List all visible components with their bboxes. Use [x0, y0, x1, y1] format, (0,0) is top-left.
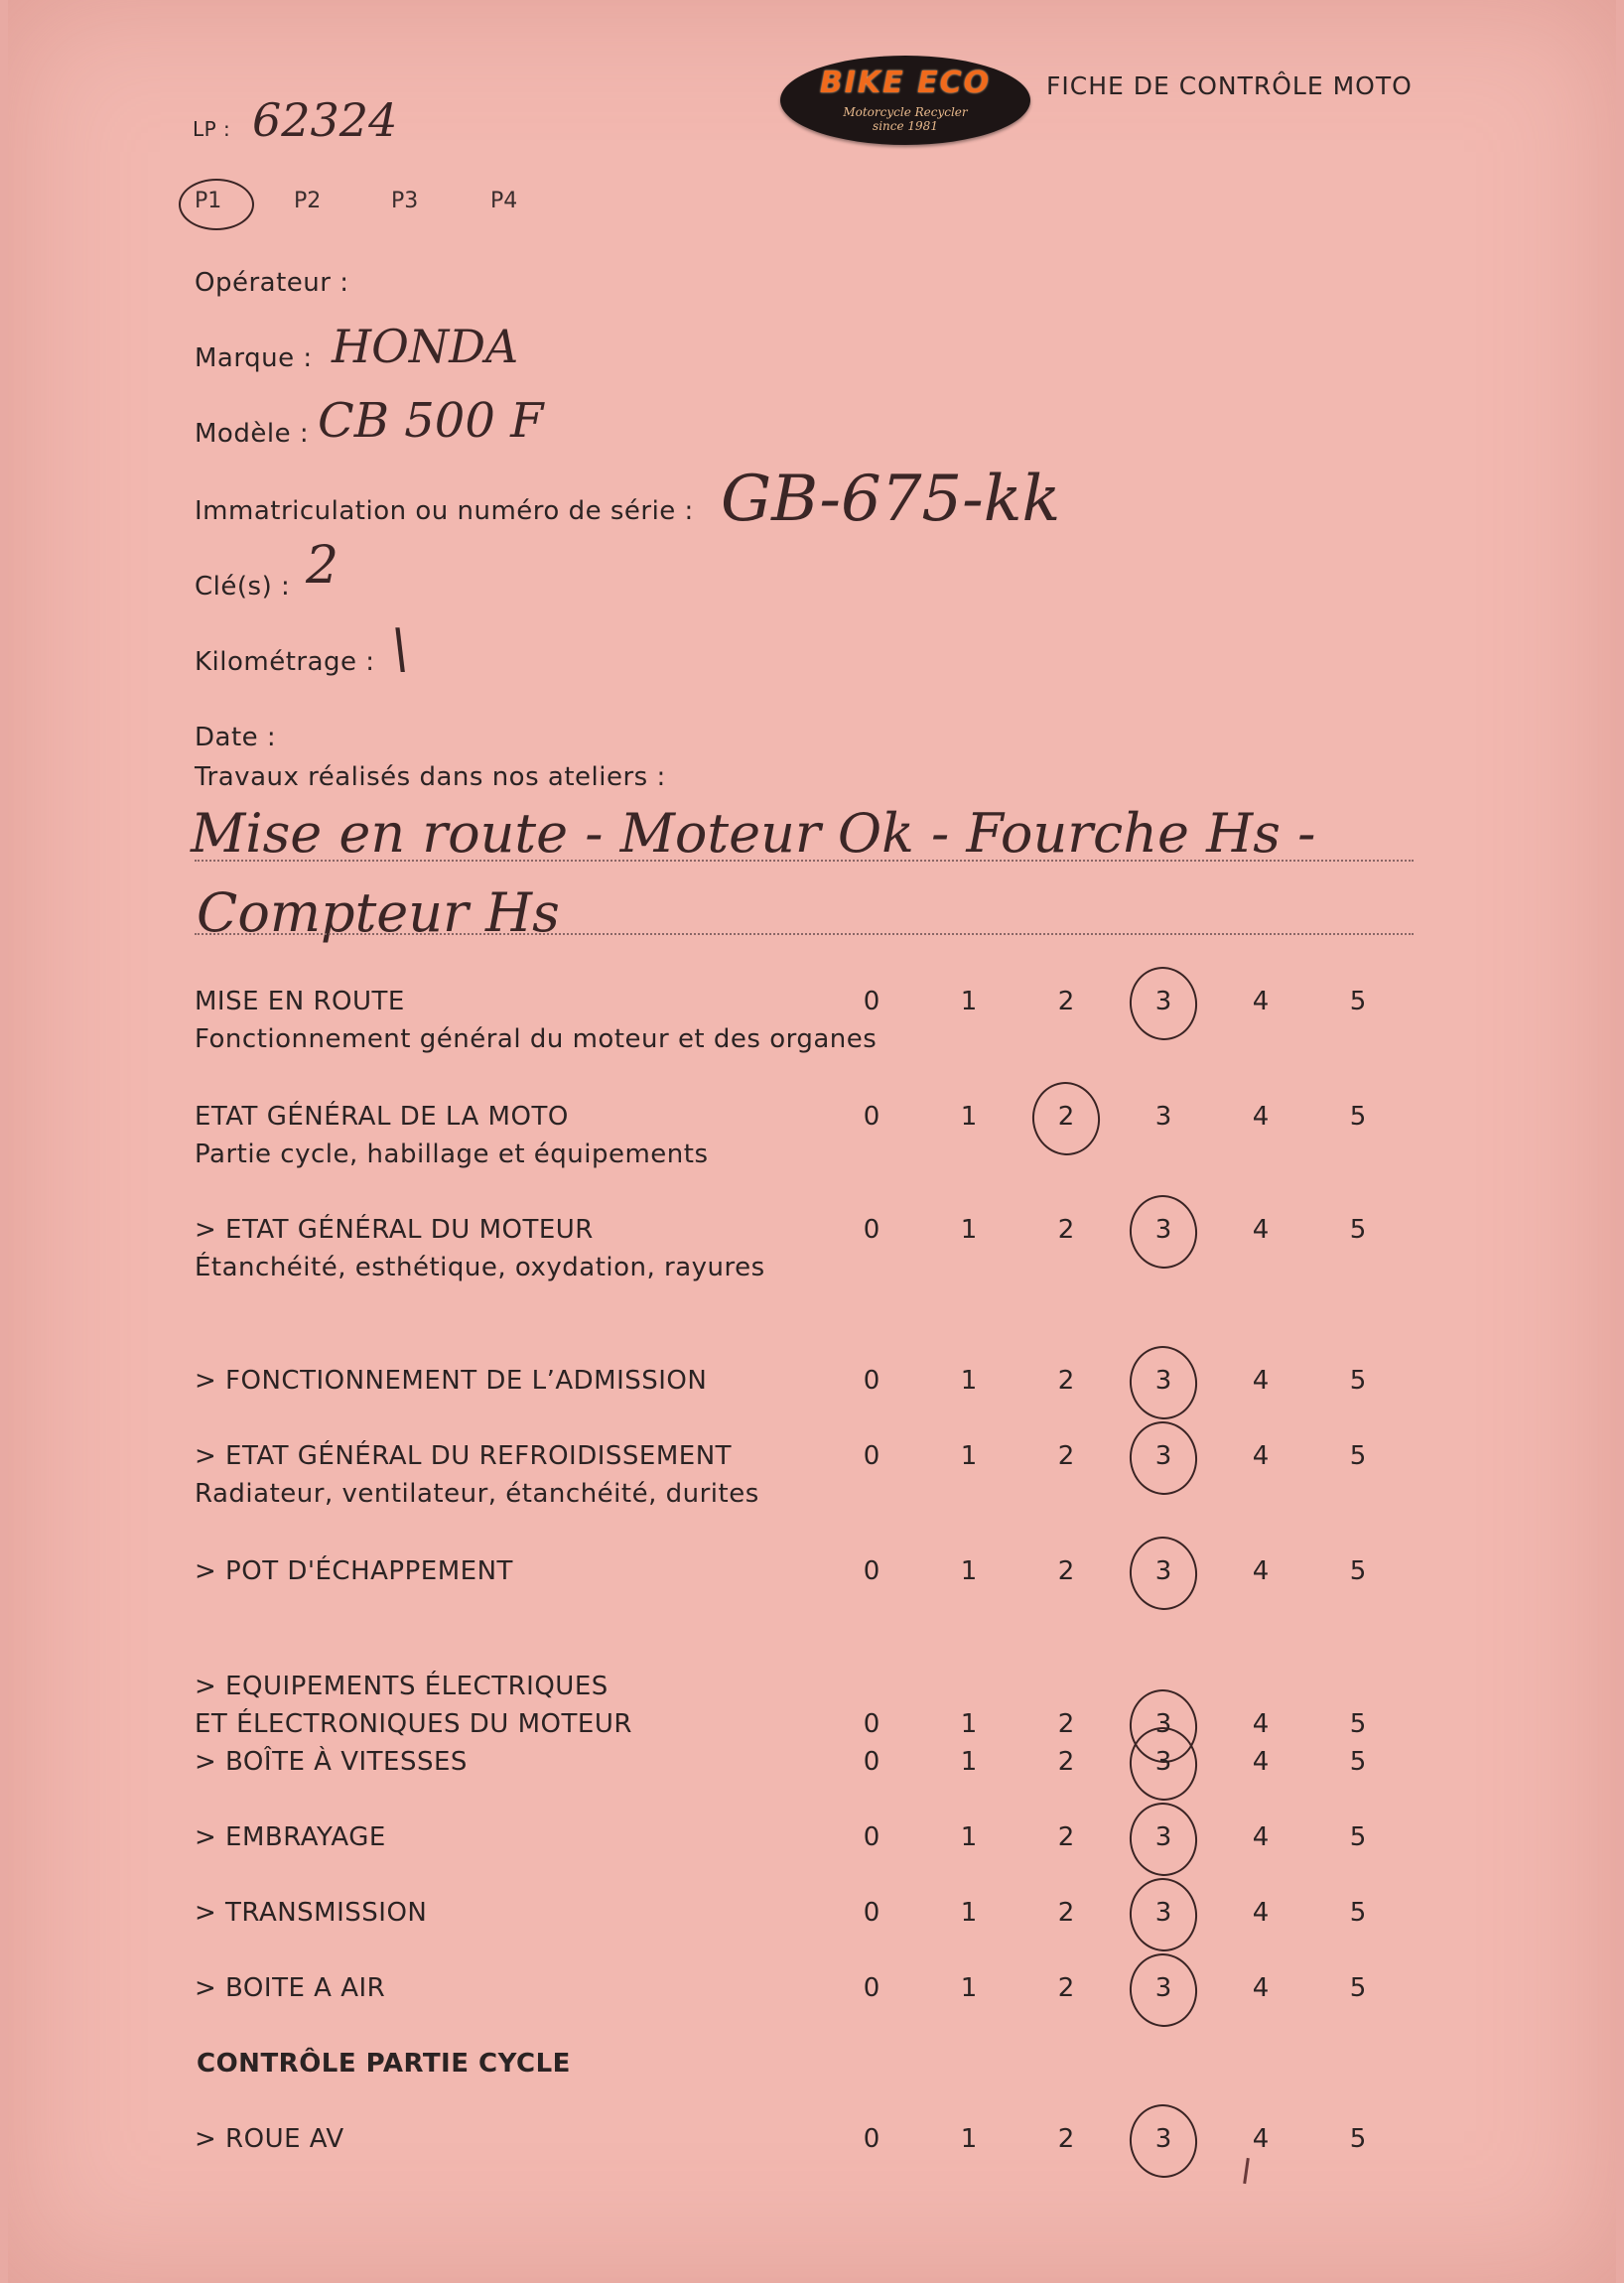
p-option-2[interactable]: P2: [294, 189, 322, 213]
rating-selected-ring-8: [1125, 1799, 1202, 1881]
rating-score-9-2[interactable]: 2: [1057, 1898, 1075, 1928]
rating-score-6-3[interactable]: 3: [1154, 1709, 1172, 1739]
rating-score-4-0[interactable]: 0: [863, 1441, 880, 1471]
rating-selected-ring-10: [1125, 1949, 1202, 2032]
cycle-rating-selected-ring-0: [1125, 2100, 1202, 2183]
logo-subtitle: [780, 105, 1030, 133]
rating-score-2-0[interactable]: 0: [863, 1215, 880, 1245]
rating-score-9-0[interactable]: 0: [863, 1898, 880, 1928]
pen-mark: [1243, 2158, 1250, 2184]
travaux-line-1: Mise en route - Moteur Ok - Fourche Hs -: [191, 802, 1316, 865]
rating-score-8-0[interactable]: 0: [863, 1822, 880, 1852]
rating-subtitle-0: Fonctionnement général du moteur et des organes: [195, 1024, 878, 1054]
rating-title-0: MISE EN ROUTE: [195, 987, 405, 1016]
rating-score-3-1[interactable]: 1: [960, 1366, 978, 1396]
rating-score-0-4[interactable]: 4: [1252, 987, 1270, 1016]
marque-label: Marque :: [195, 343, 313, 373]
rating-score-3-2[interactable]: 2: [1057, 1366, 1075, 1396]
rating-score-10-1[interactable]: 1: [960, 1973, 978, 2003]
rating-title-9: > TRANSMISSION: [195, 1898, 428, 1928]
rating-score-10-5[interactable]: 5: [1349, 1973, 1367, 2003]
rating-score-4-5[interactable]: 5: [1349, 1441, 1367, 1471]
rating-score-4-2[interactable]: 2: [1057, 1441, 1075, 1471]
rating-score-6-5[interactable]: 5: [1349, 1709, 1367, 1739]
modele-value: CB 500 F: [318, 393, 544, 449]
cycle-rating-score-0-1[interactable]: 1: [960, 2124, 978, 2154]
rating-score-10-2[interactable]: 2: [1057, 1973, 1075, 2003]
rating-score-7-5[interactable]: 5: [1349, 1747, 1367, 1777]
rating-score-3-0[interactable]: 0: [863, 1366, 880, 1396]
rating-score-3-4[interactable]: 4: [1252, 1366, 1270, 1396]
rating-score-6-0[interactable]: 0: [863, 1709, 880, 1739]
rating-score-8-3[interactable]: 3: [1154, 1822, 1172, 1852]
rating-score-10-0[interactable]: 0: [863, 1973, 880, 2003]
rating-score-10-3[interactable]: 3: [1154, 1973, 1172, 2003]
rating-score-2-4[interactable]: 4: [1252, 1215, 1270, 1245]
rating-score-0-0[interactable]: 0: [863, 987, 880, 1016]
rating-score-5-5[interactable]: 5: [1349, 1556, 1367, 1586]
rating-title-1: ETAT GÉNÉRAL DE LA MOTO: [195, 1102, 569, 1132]
rating-score-6-4[interactable]: 4: [1252, 1709, 1270, 1739]
rating-score-2-2[interactable]: 2: [1057, 1215, 1075, 1245]
rating-selected-ring-1: [1027, 1078, 1105, 1160]
cycle-rating-score-0-2[interactable]: 2: [1057, 2124, 1075, 2154]
rating-subtitle-1: Partie cycle, habillage et équipements: [195, 1140, 709, 1169]
bike-eco-logo: [780, 56, 1030, 145]
sheet-title: FICHE DE CONTRÔLE MOTO: [1046, 71, 1413, 100]
dotted-line-1: [195, 860, 1414, 862]
modele-label: Modèle :: [195, 419, 310, 449]
logo-sub-line1: Motorcycle Recycler: [843, 105, 968, 119]
rating-score-5-3[interactable]: 3: [1154, 1556, 1172, 1586]
rating-selected-ring-0: [1125, 963, 1202, 1045]
rating-score-10-4[interactable]: 4: [1252, 1973, 1270, 2003]
cles-value: 2: [306, 536, 339, 596]
rating-score-2-3[interactable]: 3: [1154, 1215, 1172, 1245]
cycle-rating-title-0: > ROUE AV: [195, 2124, 344, 2154]
rating-score-5-1[interactable]: 1: [960, 1556, 978, 1586]
lp-label: LP :: [193, 117, 231, 141]
immat-value: GB-675-kk: [721, 463, 1061, 536]
rating-title-7: > BOÎTE À VITESSES: [195, 1747, 468, 1777]
rating-score-1-3[interactable]: 3: [1154, 1102, 1172, 1132]
rating-title2-6: ET ÉLECTRONIQUES DU MOTEUR: [195, 1709, 632, 1739]
rating-score-0-5[interactable]: 5: [1349, 987, 1367, 1016]
logo-title: BIKE ECO: [819, 66, 992, 100]
rating-score-4-4[interactable]: 4: [1252, 1441, 1270, 1471]
section-title-cycle: CONTRÔLE PARTIE CYCLE: [197, 2049, 571, 2079]
rating-score-9-5[interactable]: 5: [1349, 1898, 1367, 1928]
rating-title-6: > EQUIPEMENTS ÉLECTRIQUES: [195, 1672, 609, 1701]
operateur-label: Opérateur :: [195, 268, 349, 298]
p-option-3[interactable]: P3: [391, 189, 419, 213]
rating-score-5-2[interactable]: 2: [1057, 1556, 1075, 1586]
rating-score-9-1[interactable]: 1: [960, 1898, 978, 1928]
rating-score-8-4[interactable]: 4: [1252, 1822, 1270, 1852]
rating-score-6-1[interactable]: 1: [960, 1709, 978, 1739]
rating-score-2-1[interactable]: 1: [960, 1215, 978, 1245]
rating-score-0-2[interactable]: 2: [1057, 987, 1075, 1016]
rating-score-7-3[interactable]: 3: [1154, 1747, 1172, 1777]
logo-sub-line2: since 1981: [873, 119, 938, 133]
cycle-rating-score-0-0[interactable]: 0: [863, 2124, 880, 2154]
travaux-line-2: Compteur Hs: [197, 881, 560, 944]
rating-score-1-4[interactable]: 4: [1252, 1102, 1270, 1132]
rating-score-9-3[interactable]: 3: [1154, 1898, 1172, 1928]
rating-score-9-4[interactable]: 4: [1252, 1898, 1270, 1928]
rating-score-1-0[interactable]: 0: [863, 1102, 880, 1132]
km-label: Kilométrage :: [195, 647, 375, 677]
rating-score-1-2[interactable]: 2: [1057, 1102, 1075, 1132]
rating-score-2-5[interactable]: 5: [1349, 1215, 1367, 1245]
rating-score-6-2[interactable]: 2: [1057, 1709, 1075, 1739]
rating-score-0-3[interactable]: 3: [1154, 987, 1172, 1016]
p-option-4[interactable]: P4: [490, 189, 518, 213]
rating-title-3: > FONCTIONNEMENT DE L’ADMISSION: [195, 1366, 708, 1396]
cycle-rating-score-0-5[interactable]: 5: [1349, 2124, 1367, 2154]
rating-selected-ring-4: [1125, 1417, 1202, 1500]
rating-score-8-5[interactable]: 5: [1349, 1822, 1367, 1852]
marque-value: HONDA: [332, 320, 519, 373]
rating-selected-ring-9: [1125, 1874, 1202, 1956]
cycle-rating-score-0-4[interactable]: 4: [1252, 2124, 1270, 2154]
rating-score-4-1[interactable]: 1: [960, 1441, 978, 1471]
rating-score-1-5[interactable]: 5: [1349, 1102, 1367, 1132]
rating-score-5-4[interactable]: 4: [1252, 1556, 1270, 1586]
rating-score-8-1[interactable]: 1: [960, 1822, 978, 1852]
rating-score-8-2[interactable]: 2: [1057, 1822, 1075, 1852]
rating-score-5-0[interactable]: 0: [863, 1556, 880, 1586]
rating-title-5: > POT D'ÉCHAPPEMENT: [195, 1556, 513, 1586]
travaux-label: Travaux réalisés dans nos ateliers :: [195, 762, 666, 792]
date-label: Date :: [195, 723, 277, 752]
dotted-line-2: [195, 933, 1414, 935]
rating-title-2: > ETAT GÉNÉRAL DU MOTEUR: [195, 1215, 594, 1245]
rating-subtitle-2: Étanchéité, esthétique, oxydation, rayures: [195, 1253, 765, 1282]
km-value: \: [391, 617, 410, 680]
rating-selected-ring-5: [1125, 1533, 1202, 1615]
immat-label: Immatriculation ou numéro de série :: [195, 496, 694, 526]
rating-subtitle-4: Radiateur, ventilateur, étanchéité, durites: [195, 1479, 759, 1509]
rating-score-0-1[interactable]: 1: [960, 987, 978, 1016]
lp-value: 62324: [252, 93, 398, 147]
cles-label: Clé(s) :: [195, 572, 291, 602]
rating-score-7-0[interactable]: 0: [863, 1747, 880, 1777]
cycle-rating-score-0-3[interactable]: 3: [1154, 2124, 1172, 2154]
rating-title-10: > BOITE A AIR: [195, 1973, 386, 2003]
rating-score-7-1[interactable]: 1: [960, 1747, 978, 1777]
rating-score-3-5[interactable]: 5: [1349, 1366, 1367, 1396]
control-sheet: [8, 0, 1616, 2283]
rating-score-1-1[interactable]: 1: [960, 1102, 978, 1132]
rating-score-3-3[interactable]: 3: [1154, 1366, 1172, 1396]
rating-title-4: > ETAT GÉNÉRAL DU REFROIDISSEMENT: [195, 1441, 733, 1471]
rating-selected-ring-3: [1125, 1342, 1202, 1424]
rating-score-7-4[interactable]: 4: [1252, 1747, 1270, 1777]
rating-title-8: > EMBRAYAGE: [195, 1822, 386, 1852]
rating-score-4-3[interactable]: 3: [1154, 1441, 1172, 1471]
rating-selected-ring-2: [1125, 1191, 1202, 1274]
p-option-1[interactable]: P1: [195, 189, 222, 213]
rating-score-7-2[interactable]: 2: [1057, 1747, 1075, 1777]
